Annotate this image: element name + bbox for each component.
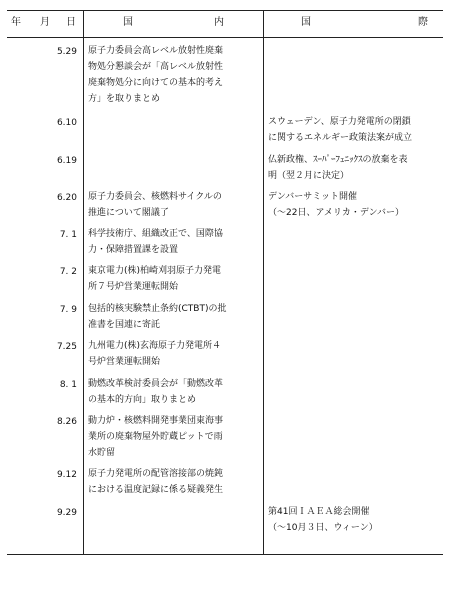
row-date: 9.29 [56, 508, 77, 518]
row-international-event: スウェーデン、原子力発電所の閉鎖 に関するエネルギー政策法案が成立 [268, 117, 413, 143]
row-date: 7. 9 [59, 305, 77, 315]
header-international-2: 際 [418, 17, 428, 28]
row-domestic-event: 東京電力(株)柏崎刈羽原子力発電 所７号炉営業運転開始 [88, 266, 222, 292]
row-date: 7. 2 [59, 267, 77, 277]
row-date: 9.12 [56, 470, 77, 480]
header-domestic-1: 国 [123, 17, 133, 28]
row-date: 6.20 [56, 193, 77, 203]
table-top-rule [7, 10, 443, 11]
row-domestic-event: 動力炉・核燃料開発事業団東海事 業所の廃棄物屋外貯蔵ピットで雨 水貯留 [88, 416, 224, 458]
row-date: 6.19 [56, 156, 77, 166]
row-international-event: デンバーサミット開催 （～22日、アメリカ・デンバー） [268, 192, 405, 218]
column-divider-domestic [263, 10, 264, 554]
header-international-1: 国 [301, 17, 311, 28]
row-domestic-event: 科学技術庁、組織改正で、国際協 力・保障措置課を設置 [88, 229, 223, 255]
row-domestic-event: 包括的核実験禁止条約(CTBT)の批 准書を国連に寄託 [88, 304, 227, 330]
row-domestic-event: 動燃改革検討委員会が「動燃改革 の基本的方向」取りまとめ [88, 379, 224, 405]
header-bottom-rule [7, 37, 443, 38]
row-international-event: 仏新政権、ｽｰﾊﾟｰﾌｪﾆｯｸｽの放棄を表 明（翌２月に決定） [268, 155, 408, 181]
table-bottom-rule [7, 554, 443, 555]
row-date: 8. 1 [59, 380, 77, 390]
row-domestic-event: 原子力委員会、核燃料サイクルの 推進について閣議了 [88, 192, 222, 218]
row-date: 5.29 [56, 47, 77, 57]
header-month: 月 [40, 17, 50, 28]
row-date: 7.25 [56, 342, 77, 352]
row-domestic-event: 九州電力(株)玄海原子力発電所４ 号炉営業運転開始 [88, 341, 222, 367]
row-date: 8.26 [56, 417, 77, 427]
row-date: 7. 1 [59, 230, 77, 240]
row-domestic-event: 原子力発電所の配管溶接部の焼鈍 における温度記録に係る疑義発生 [88, 469, 224, 495]
row-domestic-event: 原子力委員会高レベル放射性廃棄 物処分懇談会が「高レベル放射性 廃棄物処分に向けての基本的考え 方」を取りまとめ [88, 46, 224, 104]
row-international-event: 第41回ＩＡＥＡ総会開催 （～10月３日、ウィーン） [268, 507, 378, 533]
column-divider-date [83, 10, 84, 554]
row-date: 6.10 [56, 118, 77, 128]
header-day: 日 [66, 17, 76, 28]
header-domestic-2: 内 [214, 17, 224, 28]
header-year: 年 [11, 17, 21, 28]
